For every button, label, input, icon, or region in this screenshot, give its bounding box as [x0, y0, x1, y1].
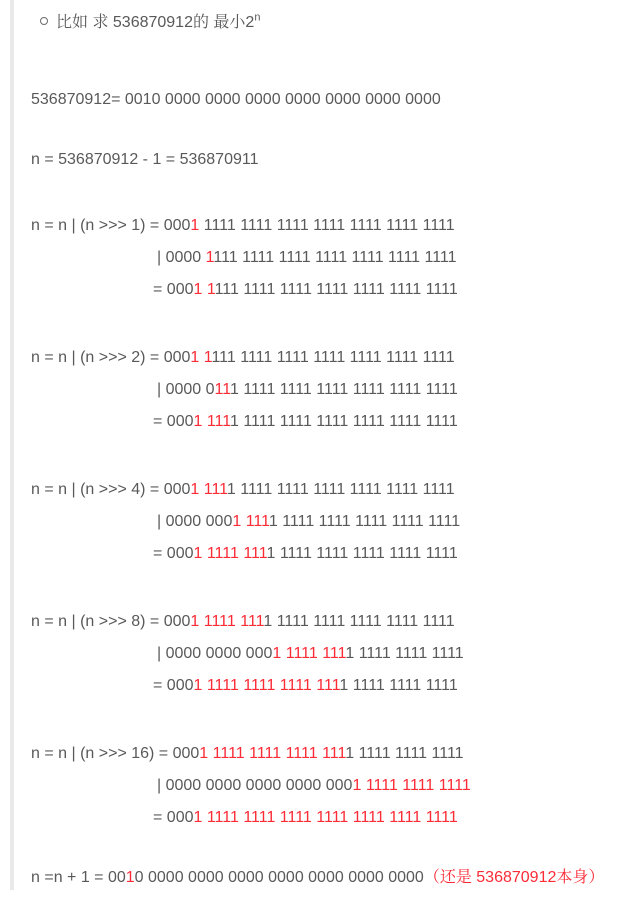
highlighted-text: 1 [206, 281, 215, 299]
plain-text: 1 1111 1111 1111 1111 1111 1111 [229, 413, 458, 431]
plain-text: n = n | (n >>> 8) = 000 [31, 613, 191, 631]
highlighted-text: 1 [190, 217, 200, 235]
highlighted-text: 1 [190, 481, 200, 499]
plain-text: = 000 [153, 809, 194, 827]
step-label-line [31, 210, 622, 242]
highlighted-text: 111 [243, 545, 267, 563]
highlighted-text: 111 [203, 481, 227, 499]
highlighted-text: 1111 [203, 613, 236, 631]
plain-text: | 0000 [157, 249, 206, 267]
superscript-n: n [254, 12, 261, 24]
step-or-line [31, 242, 622, 274]
plain-text: | 0000 0000 0000 0000 000 [157, 777, 353, 795]
plain-text: n = 536870912 - 1 = 536870911 [31, 151, 259, 169]
highlighted-text: 1111 [285, 645, 318, 663]
step-or-line [31, 506, 622, 538]
highlighted-text: 1 [199, 745, 209, 763]
highlighted-text: 11 [214, 381, 230, 399]
plain-text: n = n | (n >>> 4) = 000 [31, 481, 191, 499]
plain-text: n =n + 1 = 00 [31, 869, 126, 887]
plain-text: | 0000 000 [157, 513, 233, 531]
plain-text: 536870912= 0010 0000 0000 0000 0000 0000 0000 0000 [31, 91, 441, 109]
shift-steps [31, 210, 622, 834]
highlighted-text: 1 [205, 249, 214, 267]
highlighted-text: 1 [193, 809, 203, 827]
highlighted-text: 111 [316, 677, 340, 695]
highlighted-text: 111 [322, 745, 346, 763]
highlighted-text: 1 [352, 777, 362, 795]
heading-text [56, 14, 260, 31]
plain-text: 111 1111 1111 1111 1111 1111 1111 [211, 349, 455, 367]
highlighted-text: 1 [203, 349, 212, 367]
content-left-guide-line [10, 0, 14, 890]
step-result-line [31, 670, 622, 702]
plain-text: = 000 [153, 413, 194, 431]
shift-step [31, 738, 622, 834]
plain-text: = 000 [153, 281, 194, 299]
final-result-line [31, 862, 622, 894]
list-item-heading [31, 2, 622, 39]
step-result-line [31, 538, 622, 570]
step-label-line [31, 606, 622, 638]
plain-text: 0 0000 0000 0000 0000 0000 0000 0000 [134, 869, 424, 887]
highlighted-text: 1 [190, 613, 200, 631]
highlighted-text: 1 [193, 677, 203, 695]
plain-text: 1 1111 1111 1111 [345, 645, 464, 663]
highlighted-text: 1 [193, 545, 203, 563]
shift-step [31, 342, 622, 438]
binary-representation-line [31, 84, 622, 116]
plain-text: 1 1111 1111 1111 [345, 745, 464, 763]
highlighted-text: 1 [125, 869, 135, 887]
step-label-line [31, 738, 622, 770]
highlighted-text: 1 [190, 349, 200, 367]
step-or-line [31, 638, 622, 670]
step-label-line [31, 342, 622, 374]
step-or-line [31, 770, 622, 802]
highlighted-text: （还是 536870912本身） [423, 869, 605, 887]
plain-text: 1 1111 1111 1111 1111 1111 [263, 613, 455, 631]
highlighted-text: 1111 [206, 545, 239, 563]
plain-text: n = n | (n >>> 1) = 000 [31, 217, 191, 235]
shift-step [31, 210, 622, 306]
heading-text-main: 比如 求 536870912的 最小2 [56, 14, 255, 32]
plain-text: | 0000 0000 000 [157, 645, 273, 663]
shift-step [31, 606, 622, 702]
circle-bullet-icon [40, 17, 48, 25]
highlighted-text: 1 [193, 281, 203, 299]
plain-text: 1 1111 1111 1111 [339, 677, 458, 695]
highlighted-text: 1 [232, 513, 242, 531]
highlighted-text: 111 [240, 613, 264, 631]
step-result-line [31, 802, 622, 834]
highlighted-text: 1111 1111 1111 [212, 745, 318, 763]
highlighted-text: 111 [206, 413, 230, 431]
highlighted-text: 1 [193, 413, 203, 431]
plain-text: = 000 [153, 545, 194, 563]
highlighted-text: 1111 1111 1111 [365, 777, 471, 795]
step-or-line [31, 374, 622, 406]
plain-text: 111 1111 1111 1111 1111 1111 1111 [213, 249, 457, 267]
plain-text: n = n | (n >>> 2) = 000 [31, 349, 191, 367]
plain-text: 1111 1111 1111 1111 1111 1111 1111 [199, 217, 455, 235]
plain-text: 1 1111 1111 1111 1111 1111 1111 [229, 381, 458, 399]
highlighted-text: 1111 1111 1111 1111 1111 1111 1111 [206, 809, 458, 827]
plain-text: n = n | (n >>> 16) = 000 [31, 745, 200, 763]
shift-step [31, 474, 622, 570]
plain-text: | 0000 0 [157, 381, 215, 399]
highlighted-text: 111 [245, 513, 269, 531]
step-label-line [31, 474, 622, 506]
step-result-line [31, 406, 622, 438]
plain-text: = 000 [153, 677, 194, 695]
plain-text: 1 1111 1111 1111 1111 1111 1111 [226, 481, 455, 499]
highlighted-text: 111 [322, 645, 346, 663]
plain-text: 1 1111 1111 1111 1111 1111 [266, 545, 458, 563]
highlighted-text: 1 [272, 645, 282, 663]
highlighted-text: 1111 1111 1111 [206, 677, 312, 695]
plain-text: 111 1111 1111 1111 1111 1111 1111 [214, 281, 458, 299]
subtract-one-line [31, 144, 622, 176]
plain-text: 1 1111 1111 1111 1111 1111 [268, 513, 461, 531]
step-result-line [31, 274, 622, 306]
